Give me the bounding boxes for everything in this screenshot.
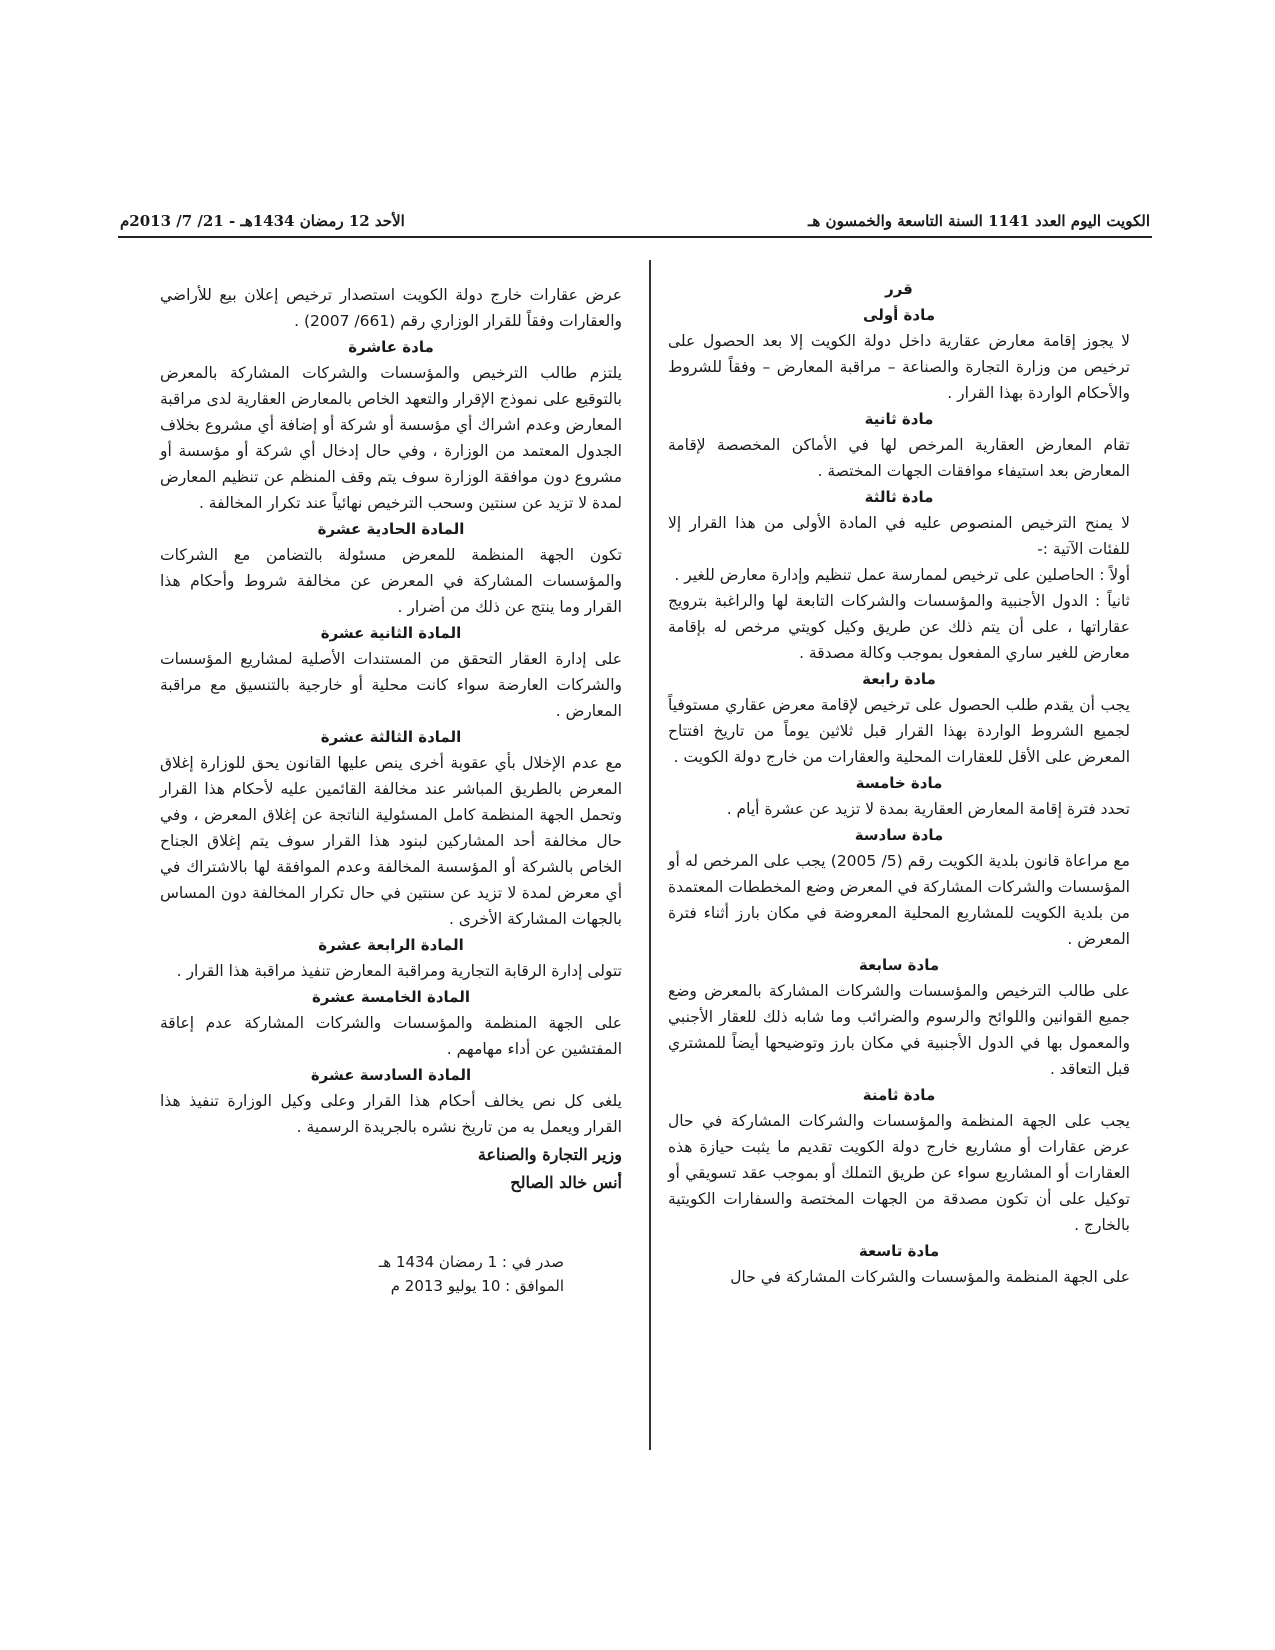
article-16-text: يلغى كل نص يخالف أحكام هذا القرار وعلى وكيل الوزارة تنفيذ هذا القرار ويعمل به من تاريخ نشره بالجريدة الرسمية .: [160, 1092, 622, 1136]
article-7-title: مادة سابعة: [858, 956, 940, 974]
article-5-text: تحدد فترة إقامة المعارض العقارية بمدة لا تزيد عن عشرة أيام .: [726, 800, 1130, 818]
page-header: [120, 212, 1150, 236]
article-12-text: على إدارة العقار التحقق من المستندات الأصلية لمشاريع المؤسسات والشركات العارضة سواء كانت محلية أو خارجية بالتنسيق مع مراقبة المعارض .: [160, 650, 622, 720]
article-13-text: مع عدم الإخلال بأي عقوبة أخرى ينص عليها القانون يحق للوزارة إغلاق المعرض بالطريق المباشر عند مخالفة القائمين عليه لأحكام هذا القرار وتحمل الجهة المنظمة كامل المسئولية الناتجة عن إغلاق المعرض ، وفي حال مخالفة أحد المشاركين لبنود هذا القرار سوف يتم إغلاق الجناح الخاص بالشركة أو المؤسسة المخالفة وعدم الموافقة لها بالاشتراك في أي معرض لمدة لا تزيد عن سنتين في حال تكرار المخالفة دون المساس بالجهات المشاركة الأخرى .: [160, 754, 622, 928]
article-9-title: مادة تاسعة: [858, 1242, 940, 1260]
article-4-title: مادة رابعة: [862, 670, 936, 688]
column-divider: [649, 260, 651, 1450]
article-3-item-2: ثانياً : الدول الأجنبية والمؤسسات والشركات التابعة لها والراغبة بترويج عقاراتها ، على أن يتم ذلك عن طريق وكيل كويتي مرخص له بإقامة معارض للغير ساري المفعول بموجب وكالة مصدقة .: [668, 592, 1130, 662]
decision-title: قرر: [885, 280, 913, 298]
right-column: [668, 276, 1130, 1290]
article-6-title: مادة سادسة: [854, 826, 944, 844]
issued-hijri-date: صدر في : 1 رمضان 1434 هـ: [378, 1253, 564, 1271]
article-9-continuation: عرض عقارات خارج دولة الكويت استصدار ترخيص إعلان بيع للأراضي والعقارات وفقاً للقرار الوزاري رقم (661/ 2007) .: [160, 286, 622, 330]
article-8-text: يجب على الجهة المنظمة والمؤسسات والشركات المشاركة في حال عرض عقارات أو مشاريع خارج دولة الكويت تقديم ما يثبت حيازة هذه العقارات أو المشاريع سواء عن طريق التملك أو بموجب عقد تسويقي أو توكيل على أن تكون مصدقة من الجهات المختصة والسفارات الكويتية بالخارج .: [668, 1112, 1130, 1234]
minister-title: وزير التجارة والصناعة: [477, 1145, 622, 1164]
issue-date-block: [160, 1250, 622, 1298]
article-4-text: يجب أن يقدم طلب الحصول على ترخيص لإقامة معرض عقاري مستوفياً لجميع الشروط الواردة بهذا القرار قبل ثلاثين يوماً من تاريخ افتتاح المعرض على الأقل للعقارات المحلية والعقارات من خارج دولة الكويت .: [668, 696, 1130, 766]
article-14-title: المادة الرابعة عشرة: [318, 936, 464, 954]
article-10-title: مادة عاشرة: [348, 338, 434, 356]
minister-name: أنس خالد الصالح: [510, 1173, 622, 1192]
article-11-title: المادة الحادية عشرة: [317, 520, 465, 538]
header-date: الأحد 12 رمضان 1434هـ - 21/ 7/ 2013م: [120, 212, 405, 230]
article-7-text: على طالب الترخيص والمؤسسات والشركات المشاركة بالمعرض وضع جميع القوانين واللوائح والرسوم والضرائب وما شابه ذلك للعقار الأجنبي والمعمول بها في الدول الأجنبية في مكان بارز وتوضيحها أيضاً للمشتري قبل التعاقد .: [668, 982, 1130, 1078]
header-issue-info: الكويت اليوم العدد 1141 السنة التاسعة والخمسون هـ: [808, 212, 1150, 230]
article-6-text: مع مراعاة قانون بلدية الكويت رقم (5/ 2005) يجب على المرخص له أو المؤسسات والشركات المشاركة في المعرض وضع المخططات المعتمدة من بلدية الكويت للمشاريع المحلية المعروضة في مكان بارز أثناء فترة المعرض .: [667, 852, 1130, 948]
article-2-text: تقام المعارض العقارية المرخص لها في الأماكن المخصصة لإقامة المعارض بعد استيفاء موافقات الجهات المختصة .: [668, 436, 1130, 480]
article-1-text: لا يجوز إقامة معارض عقارية داخل دولة الكويت إلا بعد الحصول على ترخيص من وزارة التجارة والصناعة – مراقبة المعارض – وفقاً للشروط والأحكام الواردة بهذا القرار .: [668, 332, 1130, 402]
article-12-title: المادة الثانية عشرة: [320, 624, 462, 642]
article-15-text: على الجهة المنظمة والمؤسسات والشركات المشاركة عدم إعاقة المفتشين عن أداء مهامهم .: [160, 1014, 622, 1058]
article-10-text: يلتزم طالب الترخيص والمؤسسات والشركات المشاركة بالمعرض بالتوقيع على نموذج الإقرار والتعهد الخاص بالمعارض العقارية لدى مراقبة المعارض وعدم اشراك أي مؤسسة أو شركة أو إضافة أي مشروع بخلاف الجدول المعتمد من الوزارة ، وفي حال إدخال أي شركة أو مؤسسة أو مشروع دون موافقة الوزارة سوف يتم وقف المنظم عن تنظيم المعارض لمدة لا تزيد عن سنتين وسحب الترخيص نهائياً عند تكرار المخالفة .: [160, 364, 622, 512]
article-13-title: المادة الثالثة عشرة: [320, 728, 462, 746]
article-15-title: المادة الخامسة عشرة: [311, 988, 471, 1006]
article-1-title: مادة أولى: [863, 306, 935, 324]
article-3-text: لا يمنح الترخيص المنصوص عليه في المادة الأولى من هذا القرار إلا للفئات الآتية :-: [668, 514, 1130, 558]
article-3-item-1: أولاً : الحاصلين على ترخيص لممارسة عمل تنظيم وإدارة معارض للغير .: [674, 566, 1130, 584]
article-11-text: تكون الجهة المنظمة للمعرض مسئولة بالتضامن مع الشركات والمؤسسات المشاركة في المعرض عن مخالفة شروط وأحكام هذا القرار وما ينتج عن ذلك من أضرار .: [160, 546, 622, 616]
article-3-title: مادة ثالثة: [864, 488, 934, 506]
article-2-title: مادة ثانية: [864, 410, 934, 428]
article-9-text: على الجهة المنظمة والمؤسسات والشركات المشاركة في حال: [730, 1268, 1130, 1286]
issued-gregorian-date: الموافق : 10 يوليو 2013 م: [390, 1277, 564, 1295]
left-column: [160, 282, 622, 1298]
header-rule: [118, 236, 1152, 238]
article-16-title: المادة السادسة عشرة: [310, 1066, 472, 1084]
article-5-title: مادة خامسة: [855, 774, 943, 792]
article-8-title: مادة ثامنة: [862, 1086, 936, 1104]
article-14-text: تتولى إدارة الرقابة التجارية ومراقبة المعارض تنفيذ مراقبة هذا القرار .: [176, 962, 622, 980]
